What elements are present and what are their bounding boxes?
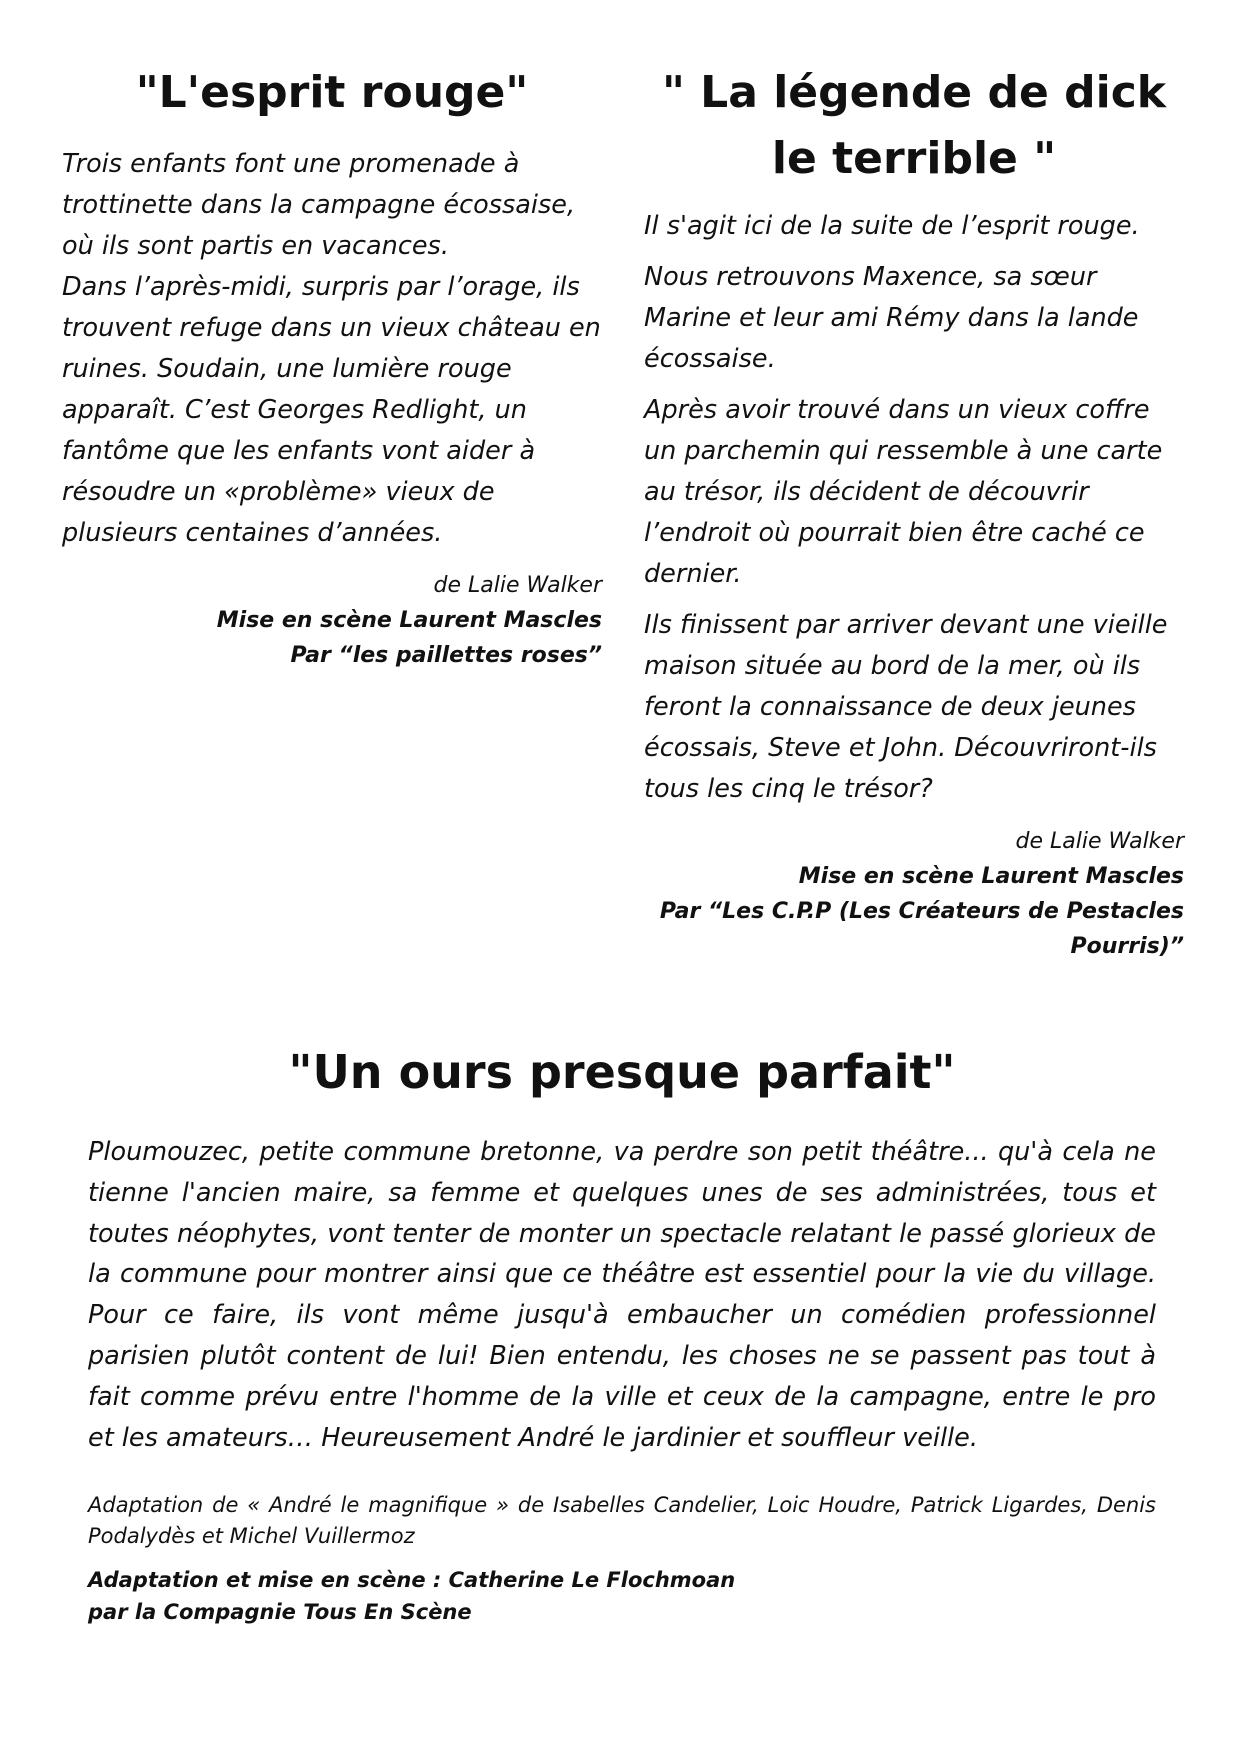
synopsis-paragraph: Ils finissent par arriver devant une vieille maison située au bord de la mer, où ils feront la connaissance de deux jeunes écossais, Steve et John. Découvriront-ils tous les cinq le trésor? xyxy=(644,610,1168,804)
play-synopsis xyxy=(644,206,1184,810)
play-credits xyxy=(644,824,1184,964)
play-credits xyxy=(62,568,602,673)
staging-line: Mise en scène Laurent Mascles xyxy=(216,608,602,633)
author-line: de Lalie Walker xyxy=(1015,829,1184,854)
play-title: "Un ours presque parfait" xyxy=(288,1045,956,1099)
synopsis-paragraph: Il s'agit ici de la suite de l’esprit rouge. xyxy=(644,211,1140,241)
synopsis-paragraph: Nous retrouvons Maxence, sa sœur Marine et leur ami Rémy dans la lande écossaise. xyxy=(644,262,1139,374)
troupe-line: Par “Les C.P.P (Les Créateurs de Pestacles Pourris)” xyxy=(659,899,1184,959)
adaptation-credit: Adaptation de « André le magnifique » de Isabelles Candelier, Loic Houdre, Patrick Ligardes, Denis Podalydès et Michel Vuillermoz xyxy=(88,1493,1156,1549)
play-title: "L'esprit rouge" xyxy=(135,67,529,118)
staging-line: Mise en scène Laurent Mascles xyxy=(798,864,1184,889)
troupe-line: Par “les paillettes roses” xyxy=(290,643,602,668)
staging-credit xyxy=(88,1564,1156,1628)
synopsis-paragraph: Dans l’après-midi, surpris par l’orage, ils trouvent refuge dans un vieux château en ruines. Soudain, une lumière rouge apparaît. C’est Georges Redlight, un fantôme que les enfants vont aider à résoudre un «problème» vieux de plusieurs centaines d’années. xyxy=(62,272,601,548)
staging-line: Adaptation et mise en scène : Catherine Le Flochmoan xyxy=(88,1568,736,1593)
play-esprit-rouge xyxy=(62,60,602,673)
play-legende-dick xyxy=(644,60,1184,964)
synopsis-paragraph: Après avoir trouvé dans un vieux coffre un parchemin qui ressemble à une carte au trésor, ils décident de découvrir l’endroit où pourrait bien être caché ce dernier. xyxy=(644,395,1163,589)
author-line: de Lalie Walker xyxy=(433,573,602,598)
play-synopsis: Ploumouzec, petite commune bretonne, va perdre son petit théâtre... qu'à cela ne tienne l'ancien maire, sa femme et quelques unes de ses administrées, tous et toutes néophytes, vont tenter de monter un spectacle relatant le passé glorieux de la commune pour montrer ainsi que ce théâtre est essentiel pour la vie du village. Pour ce faire, ils vont même jusqu'à embaucher un comédien professionnel parisien plutôt content de lui! Bien entendu, les choses ne se passent pas tout à fait comme prévu entre l'homme de la ville et ceux de la campagne, entre le pro et les amateurs… Heureusement André le jardinier et souffleur veille. xyxy=(88,1137,1156,1453)
synopsis-paragraph: Trois enfants font une promenade à trottinette dans la campagne écossaise, où ils sont partis en vacances. xyxy=(62,149,576,261)
play-synopsis xyxy=(62,144,602,554)
play-ours-presque-parfait xyxy=(88,1036,1156,1628)
company-line: par la Compagnie Tous En Scène xyxy=(88,1600,472,1625)
play-title: " La légende de dick le terrible " xyxy=(661,67,1167,184)
